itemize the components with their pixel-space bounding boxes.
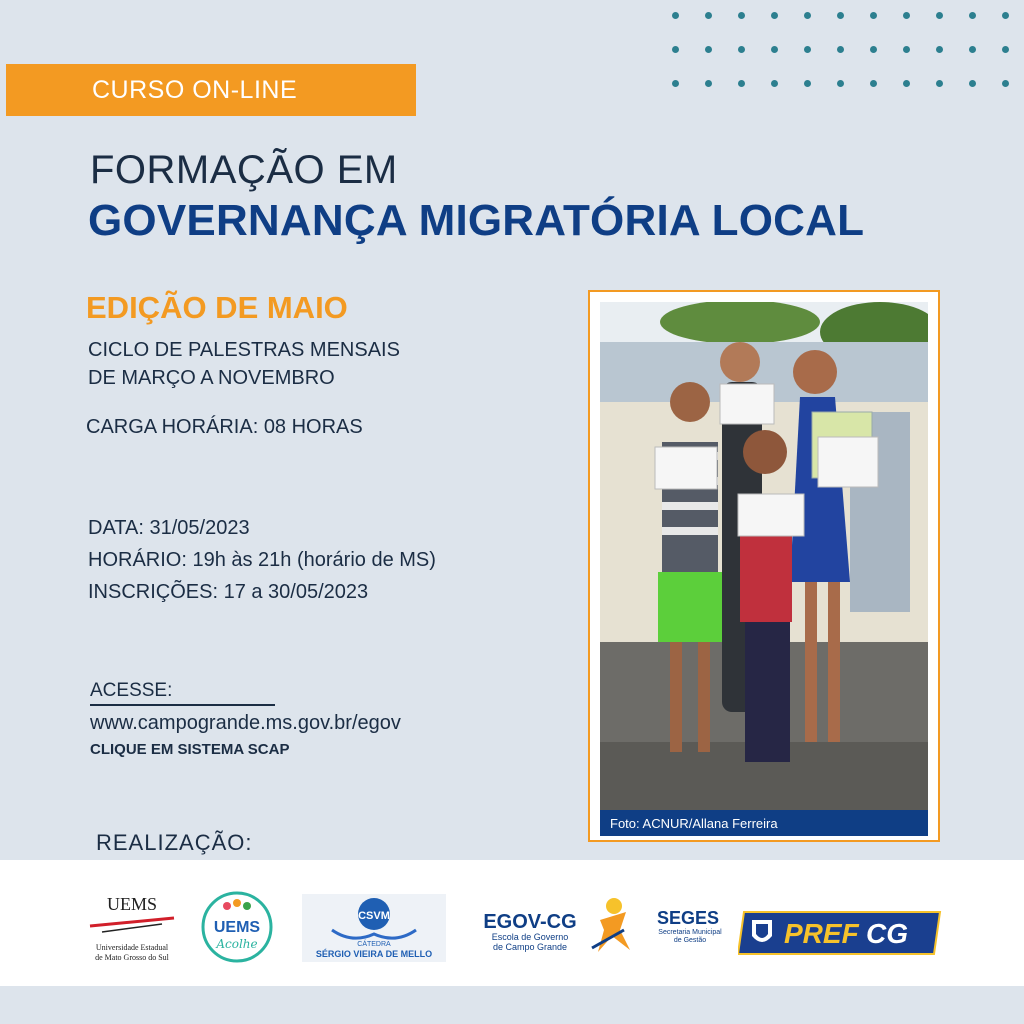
access-block: [90, 680, 401, 758]
decor-dot: [804, 80, 811, 87]
uems-logo-sub-2: de Mato Grosso do Sul: [95, 953, 169, 962]
decor-dot: [672, 80, 679, 87]
photo-frame: [588, 290, 940, 842]
prefcg-name-2: CG: [866, 918, 908, 949]
seges-sub-2: de Gestão: [673, 937, 707, 944]
decor-dot: [969, 46, 976, 53]
decor-dot: [1002, 12, 1009, 19]
decor-dot: [738, 46, 745, 53]
cycle-line-2: DE MARÇO A NOVEMBRO: [88, 367, 335, 389]
course-type-tag: [6, 64, 416, 116]
decor-dot: [1002, 80, 1009, 87]
uems-acolhe-name: UEMS: [213, 919, 261, 936]
decor-dot: [903, 80, 910, 87]
dot-pattern: [668, 8, 1008, 92]
cycle-line-1: CICLO DE PALESTRAS MENSAIS: [88, 339, 400, 361]
csvm-logo: [302, 894, 446, 962]
decor-dot: [903, 46, 910, 53]
access-instruction: CLIQUE EM SISTEMA SCAP: [90, 741, 290, 758]
egov-name: EGOV-CG: [483, 911, 577, 933]
decor-dot: [1002, 46, 1009, 53]
decor-dot: [705, 80, 712, 87]
decor-dot: [804, 12, 811, 19]
uems-acolhe-sub: Acolhe: [216, 937, 258, 951]
egov-sub-1: Escola de Governo: [491, 932, 569, 942]
decor-dot: [936, 80, 943, 87]
decor-dot: [837, 46, 844, 53]
decor-dot: [705, 12, 712, 19]
seges-logo: [650, 906, 730, 946]
decor-dot: [969, 80, 976, 87]
egov-sub-2: de Campo Grande: [492, 942, 568, 952]
decor-dot: [870, 80, 877, 87]
event-date: DATA: 31/05/2023: [88, 517, 250, 539]
photo-caption: [600, 810, 928, 836]
decor-dot: [672, 46, 679, 53]
event-registration: INSCRIÇÕES: 17 a 30/05/2023: [88, 581, 369, 603]
decor-dot: [804, 46, 811, 53]
event-info: [88, 512, 436, 608]
prefcg-name-1: PREF: [784, 918, 859, 949]
workload: CARGA HORÁRIA: 08 HORAS: [86, 416, 363, 438]
cycle-description: [88, 336, 400, 392]
prefcg-logo: [738, 910, 942, 956]
decor-dot: [771, 12, 778, 19]
decor-dot: [903, 12, 910, 19]
title-line-2: GOVERNANÇA MIGRATÓRIA LOCAL: [88, 196, 865, 245]
access-underline: [90, 704, 275, 706]
course-type-label: CURSO ON-LINE: [92, 76, 298, 104]
seges-sub-1: Secretaria Municipal: [658, 929, 722, 936]
edition-heading: EDIÇÃO DE MAIO: [86, 290, 348, 325]
decor-dot: [672, 12, 679, 19]
csvm-sub-1: CÁTEDRA: [357, 941, 391, 948]
title-line-1: FORMAÇÃO EM: [90, 148, 398, 192]
decor-dot: [738, 80, 745, 87]
decor-dot: [705, 46, 712, 53]
event-time: HORÁRIO: 19h às 21h (horário de MS): [88, 549, 436, 571]
uems-logo: [82, 888, 182, 968]
access-label: ACESSE:: [90, 680, 173, 701]
family-photo: [600, 302, 928, 810]
decor-dot: [870, 46, 877, 53]
decor-dot: [936, 12, 943, 19]
decor-dot: [837, 80, 844, 87]
csvm-sub-2: SÉRGIO VIEIRA DE MELLO: [315, 949, 433, 959]
decor-dot: [870, 12, 877, 19]
decor-dot: [936, 46, 943, 53]
csvm-name: CSVM: [358, 910, 390, 922]
decor-dot: [738, 12, 745, 19]
decor-dot: [837, 12, 844, 19]
uems-logo-name: UEMS: [106, 894, 158, 914]
family-photo-illustration: [600, 302, 928, 810]
uems-logo-sub-1: Universidade Estadual: [95, 943, 169, 952]
seges-name: SEGES: [656, 908, 720, 928]
decor-dot: [771, 46, 778, 53]
uems-acolhe-logo: [200, 890, 274, 964]
organizers-heading: REALIZAÇÃO:: [96, 830, 253, 855]
decor-dot: [969, 12, 976, 19]
access-url[interactable]: www.campogrande.ms.gov.br/egov: [90, 712, 401, 734]
egov-cg-logo: [474, 890, 640, 960]
organizers-logo-strip: [0, 860, 1024, 986]
decor-dot: [771, 80, 778, 87]
photo-credit: Foto: ACNUR/Allana Ferreira: [610, 816, 778, 831]
